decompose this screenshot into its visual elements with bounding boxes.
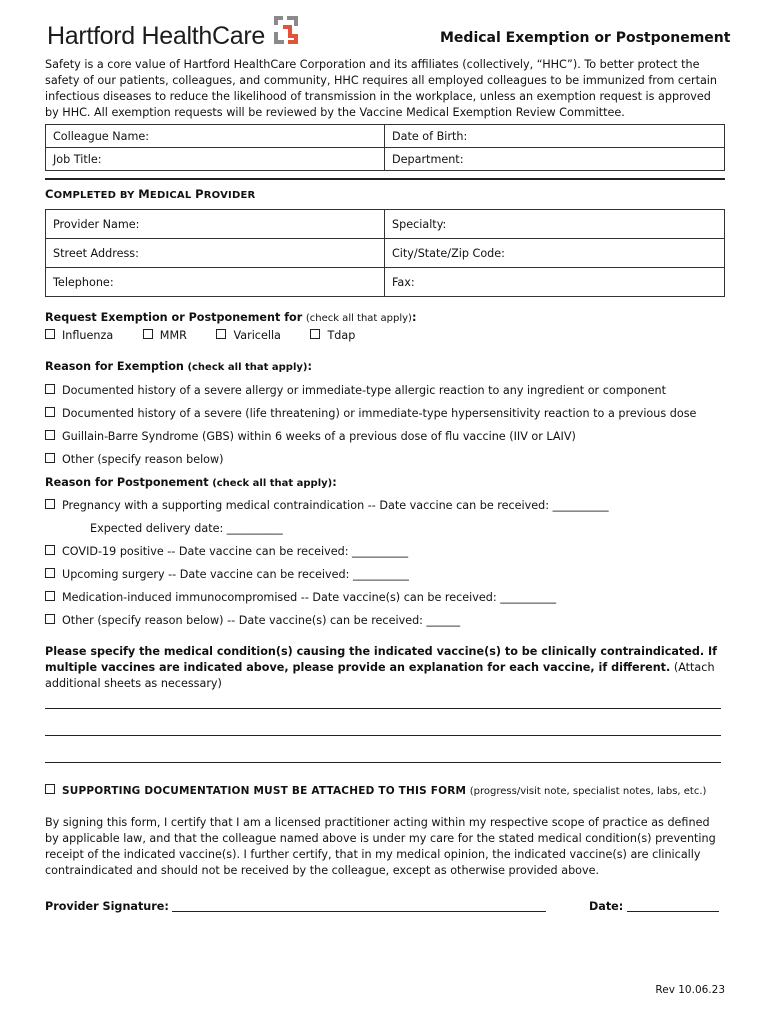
- checkbox-icon[interactable]: [216, 329, 226, 339]
- provider-name-field[interactable]: Provider Name:: [46, 210, 385, 239]
- checkbox-icon[interactable]: [45, 329, 55, 339]
- condition-instructions: Please specify the medical condition(s) causing the indicated vaccine(s) to be clinically contraindicated. If multiple vaccines are indicated above, please provide an explanation for each vaccine, if different. (Attach additional sheets as necessary): [45, 645, 718, 690]
- checkbox-icon[interactable]: [45, 499, 55, 509]
- vaccine-option-tdap[interactable]: Tdap: [310, 329, 355, 342]
- fax-field[interactable]: Fax:: [385, 268, 725, 297]
- logo-text: Hartford HealthCare: [47, 22, 266, 50]
- postponement-option-covid[interactable]: COVID-19 positive -- Date vaccine can be received: __________: [45, 545, 408, 558]
- checkbox-icon[interactable]: [45, 430, 55, 440]
- checkbox-icon[interactable]: [45, 384, 55, 394]
- vaccine-options: [45, 329, 381, 342]
- exemption-option-hypersensitivity[interactable]: Documented history of a severe (life threatening) or immediate-type hypersensitivity reaction to a previous dose: [45, 407, 696, 420]
- provider-table: [45, 209, 725, 297]
- checkbox-icon[interactable]: [45, 407, 55, 417]
- hhc-logo-icon: [270, 14, 302, 46]
- specialty-field[interactable]: Specialty:: [385, 210, 725, 239]
- provider-section-heading: COMPLETED BY MEDICAL PROVIDER: [45, 187, 256, 201]
- expected-delivery-date[interactable]: Expected delivery date: __________: [90, 522, 283, 535]
- signature-date-line[interactable]: [627, 911, 719, 912]
- postponement-option-medication[interactable]: Medication-induced immunocompromised -- Date vaccine(s) can be received: __________: [45, 591, 556, 604]
- revision-label: Rev 10.06.23: [655, 984, 725, 996]
- department-field[interactable]: Department:: [385, 148, 725, 171]
- checkbox-icon[interactable]: [45, 453, 55, 463]
- date-of-birth-field[interactable]: Date of Birth:: [385, 125, 725, 148]
- checkbox-icon[interactable]: [310, 329, 320, 339]
- exemption-option-other[interactable]: Other (specify reason below): [45, 453, 224, 466]
- checkbox-icon[interactable]: [45, 614, 55, 624]
- city-state-zip-field[interactable]: City/State/Zip Code:: [385, 239, 725, 268]
- explanation-line-2[interactable]: [45, 735, 721, 736]
- postponement-option-surgery[interactable]: Upcoming surgery -- Date vaccine can be received: __________: [45, 568, 409, 581]
- certification-paragraph: By signing this form, I certify that I am a licensed practitioner acting within my respective scope of practice as defined by applicable law, and that the colleague named above is under my care for the stated medical condition(s) preventing receipt of the indicated vaccine(s). I further certify, that in my medical opinion, the indicated vaccine(s) are clinically contraindicated and should not be received by the colleague, except as otherwise provided above.: [45, 816, 716, 877]
- checkbox-icon[interactable]: [45, 784, 55, 794]
- street-address-field[interactable]: Street Address:: [46, 239, 385, 268]
- request-heading: Request Exemption or Postponement for (check all that apply):: [45, 311, 417, 324]
- postponement-option-pregnancy[interactable]: Pregnancy with a supporting medical contraindication -- Date vaccine can be received: __________: [45, 499, 609, 512]
- intro-paragraph: Safety is a core value of Hartford HealthCare Corporation and its affiliates (collectively, “HHC”). To better protect the safety of our patients, colleagues, and community, HHC requires all employed colleagues to be immunized from certain infectious diseases to reduce the likelihood of transmission in the workplace, unless an exemption request is approved by HHC. All exemption requests will be reviewed by the Vaccine Medical Exemption Review Committee.: [45, 58, 718, 119]
- exemption-option-gbs[interactable]: Guillain-Barre Syndrome (GBS) within 6 weeks of a previous dose of flu vaccine (IIV or LAIV): [45, 430, 576, 443]
- signature-date: Date:: [589, 900, 719, 913]
- explanation-line-1[interactable]: [45, 708, 721, 709]
- provider-signature: Provider Signature:: [45, 900, 546, 913]
- explanation-line-3[interactable]: [45, 762, 721, 763]
- checkbox-icon[interactable]: [143, 329, 153, 339]
- document-title: Medical Exemption or Postponement: [440, 30, 731, 46]
- supporting-documentation[interactable]: SUPPORTING DOCUMENTATION MUST BE ATTACHED TO THIS FORM (progress/visit note, specialist notes, labs, etc.): [45, 784, 706, 797]
- vaccine-option-varicella[interactable]: Varicella: [216, 329, 280, 342]
- vaccine-option-influenza[interactable]: Influenza: [45, 329, 113, 342]
- postponement-heading: Reason for Postponement (check all that apply):: [45, 476, 337, 489]
- exemption-heading: Reason for Exemption (check all that apply):: [45, 360, 312, 373]
- checkbox-icon[interactable]: [45, 568, 55, 578]
- provider-signature-line[interactable]: [172, 911, 546, 912]
- checkbox-icon[interactable]: [45, 545, 55, 555]
- job-title-field[interactable]: Job Title:: [46, 148, 385, 171]
- section-divider: [45, 178, 725, 180]
- checkbox-icon[interactable]: [45, 591, 55, 601]
- colleague-name-field[interactable]: Colleague Name:: [46, 125, 385, 148]
- vaccine-option-mmr[interactable]: MMR: [143, 329, 187, 342]
- colleague-table: [45, 124, 725, 171]
- telephone-field[interactable]: Telephone:: [46, 268, 385, 297]
- exemption-option-allergy[interactable]: Documented history of a severe allergy or immediate-type allergic reaction to any ingredient or component: [45, 384, 666, 397]
- postponement-option-other[interactable]: Other (specify reason below) -- Date vaccine(s) can be received: ______: [45, 614, 460, 627]
